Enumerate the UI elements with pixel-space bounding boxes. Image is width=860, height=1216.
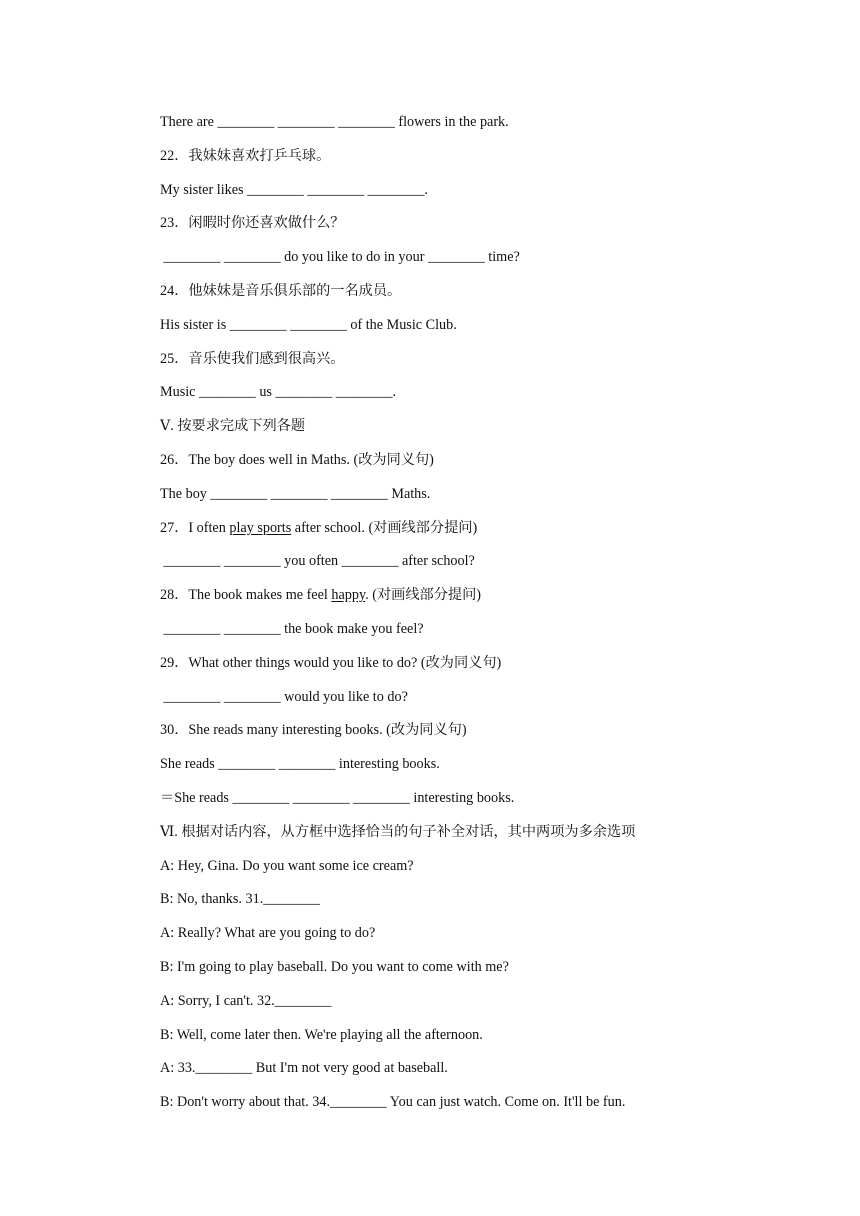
text-line bbox=[160, 280, 760, 314]
text-segment: 24．他妹妹是音乐俱乐部的一名成员。 bbox=[160, 282, 402, 299]
text-line bbox=[160, 719, 760, 753]
text-segment: B: I'm going to play baseball. Do you want to come with me? bbox=[160, 958, 509, 975]
text-line bbox=[160, 111, 760, 145]
worksheet-page bbox=[160, 111, 760, 1125]
text-line bbox=[160, 381, 760, 415]
text-segment: ________ ________ the book make you feel? bbox=[160, 620, 424, 637]
text-line bbox=[160, 956, 760, 990]
text-segment: She reads ________ ________ interesting books. bbox=[160, 756, 440, 773]
text-line bbox=[160, 1091, 760, 1125]
text-segment: B: Well, come later then. We're playing all the afternoon. bbox=[160, 1026, 483, 1043]
text-segment: 30．She reads many interesting books. (改为同义句) bbox=[160, 722, 467, 739]
text-segment: A: Really? What are you going to do? bbox=[160, 925, 376, 942]
text-segment: after school. (对画线部分提问) bbox=[291, 519, 478, 536]
text-segment: Ⅵ. 根据对话内容，从方框中选择恰当的句子补全对话，其中两项为多余选项 bbox=[160, 823, 636, 840]
underlined-text: play sports bbox=[229, 519, 292, 536]
text-segment: 28．The book makes me feel bbox=[160, 587, 332, 604]
text-line bbox=[160, 449, 760, 483]
text-segment: ＝She reads ________ ________ ________ interesting books. bbox=[160, 789, 515, 806]
text-segment: 29．What other things would you like to do? (改为同义句) bbox=[160, 654, 502, 671]
underlined-text: happy bbox=[331, 587, 366, 604]
text-line bbox=[160, 415, 760, 449]
text-line bbox=[160, 618, 760, 652]
text-line bbox=[160, 212, 760, 246]
text-line bbox=[160, 855, 760, 889]
text-line bbox=[160, 246, 760, 280]
text-line bbox=[160, 584, 760, 618]
text-line bbox=[160, 652, 760, 686]
text-segment: Music ________ us ________ ________. bbox=[160, 384, 397, 401]
text-line bbox=[160, 787, 760, 821]
text-segment: 23．闲暇时你还喜欢做什么？ bbox=[160, 215, 345, 232]
text-segment: A: Hey, Gina. Do you want some ice cream? bbox=[160, 857, 414, 874]
text-line bbox=[160, 821, 760, 855]
text-segment: B: Don't worry about that. 34.________ You can just watch. Come on. It'll be fun. bbox=[160, 1094, 626, 1111]
text-segment: ________ ________ do you like to do in your ________ time? bbox=[160, 249, 520, 266]
text-segment: B: No, thanks. 31.________ bbox=[160, 891, 321, 908]
text-line bbox=[160, 686, 760, 720]
text-segment: 27．I often bbox=[160, 519, 230, 536]
text-line bbox=[160, 517, 760, 551]
text-segment: The boy ________ ________ ________ Maths. bbox=[160, 485, 431, 502]
text-segment: A: Sorry, I can't. 32.________ bbox=[160, 992, 332, 1009]
text-line bbox=[160, 483, 760, 517]
text-segment: ________ ________ you often ________ after school? bbox=[160, 553, 475, 570]
text-segment: There are ________ ________ ________ flowers in the park. bbox=[160, 114, 509, 130]
text-line bbox=[160, 888, 760, 922]
text-line bbox=[160, 1024, 760, 1058]
text-line bbox=[160, 990, 760, 1024]
text-line bbox=[160, 348, 760, 382]
text-segment: A: 33.________ But I'm not very good at baseball. bbox=[160, 1060, 448, 1077]
text-segment: . (对画线部分提问) bbox=[365, 587, 481, 604]
text-segment: 26．The boy does well in Maths. (改为同义句) bbox=[160, 451, 434, 468]
text-segment: ________ ________ would you like to do? bbox=[160, 688, 408, 705]
text-segment: 25．音乐使我们感到很高兴。 bbox=[160, 350, 345, 367]
text-segment: My sister likes ________ ________ ________. bbox=[160, 181, 428, 198]
text-segment: 22．我妹妹喜欢打乒乓球。 bbox=[160, 147, 331, 164]
text-line bbox=[160, 753, 760, 787]
text-line bbox=[160, 550, 760, 584]
text-segment: Ⅴ. 按要求完成下列各题 bbox=[160, 418, 306, 435]
text-line bbox=[160, 1057, 760, 1091]
text-line bbox=[160, 179, 760, 213]
text-line bbox=[160, 922, 760, 956]
text-segment: His sister is ________ ________ of the Music Club. bbox=[160, 316, 457, 333]
text-line bbox=[160, 314, 760, 348]
text-line bbox=[160, 145, 760, 179]
